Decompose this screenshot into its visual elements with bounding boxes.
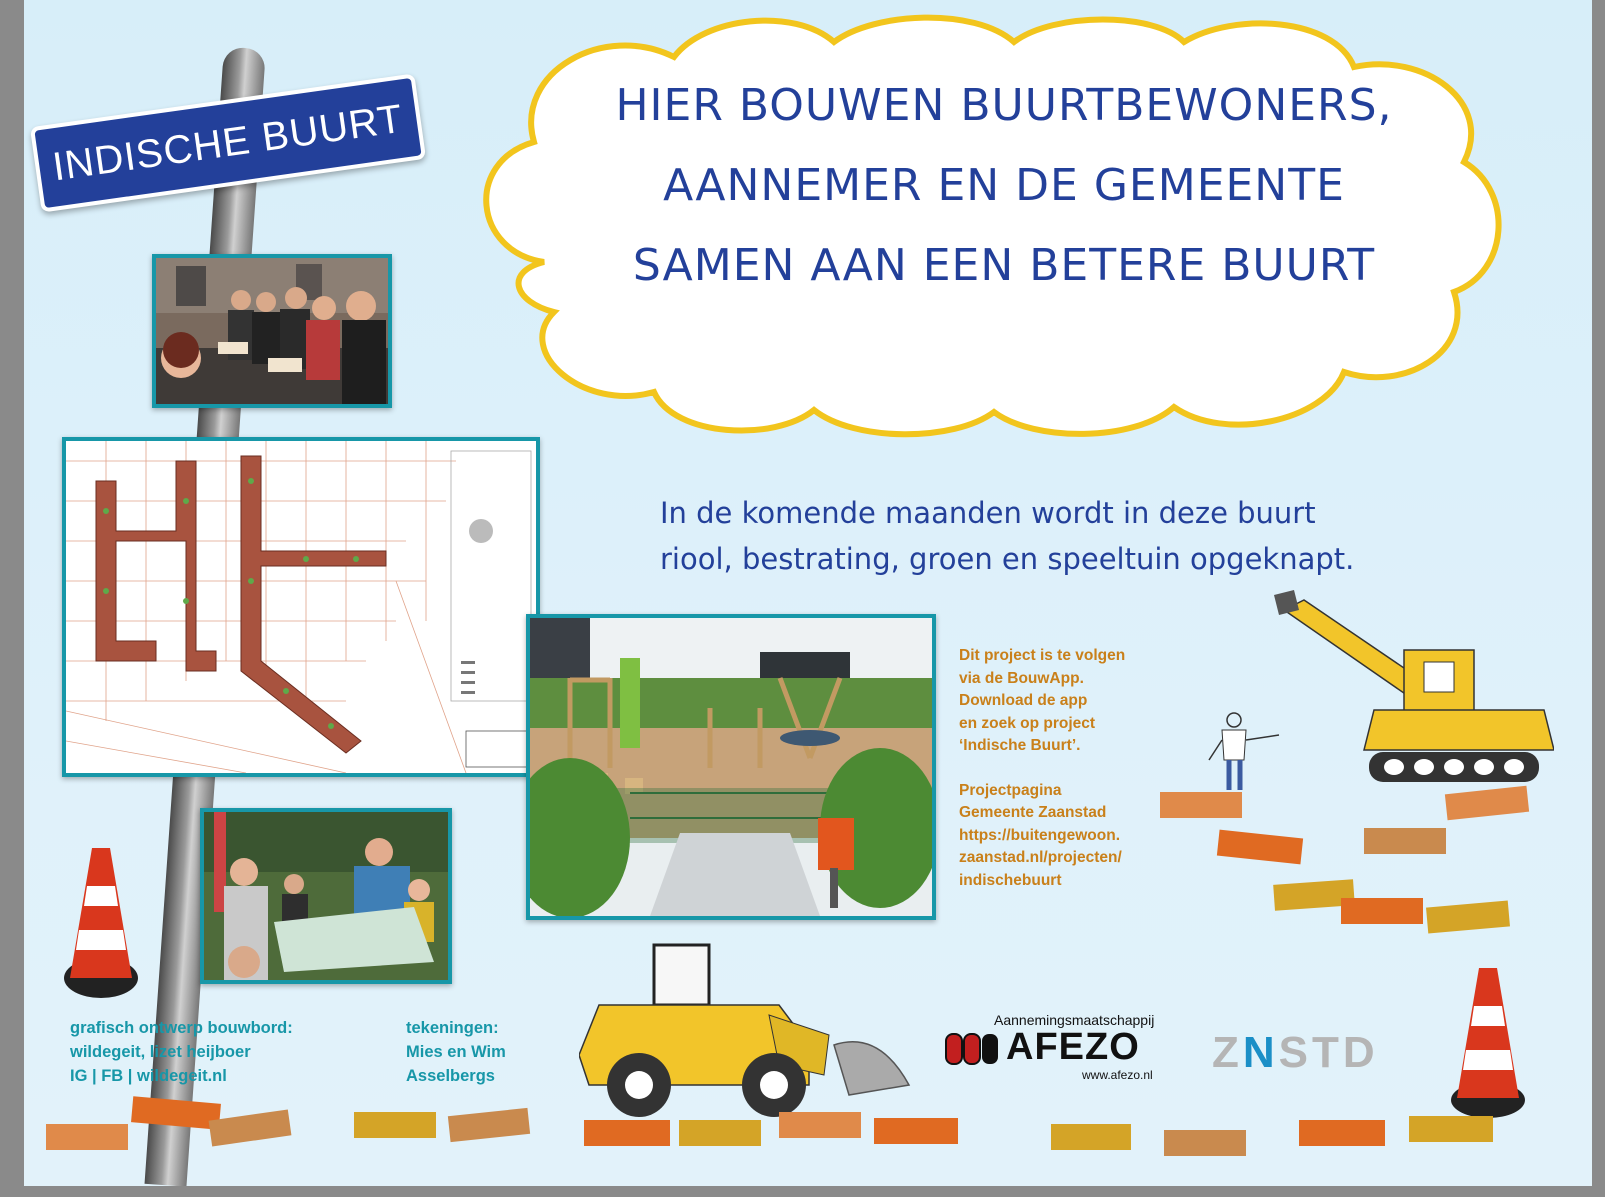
brick	[1364, 828, 1446, 854]
drawings-credit	[406, 1016, 506, 1088]
info-line: en zoek op project	[959, 714, 1096, 732]
brick	[131, 1096, 221, 1130]
info-line: via de BouwApp.	[959, 669, 1084, 687]
headline	[534, 66, 1474, 306]
project-link[interactable]: https://buitengewoon.	[959, 826, 1121, 844]
brick	[1341, 898, 1423, 924]
traffic-cone-icon	[1449, 968, 1527, 1120]
info-line: ‘Indische Buurt’.	[959, 737, 1081, 754]
design-credit	[70, 1016, 293, 1088]
drawings-credit-line: Mies en Wim	[406, 1043, 506, 1061]
headline-line-2: AANNEMER EN DE GEMEENTE	[663, 160, 1345, 211]
residents-photo-image	[156, 258, 388, 404]
headline-line-3: SAMEN AAN EEN BETERE BUURT	[632, 240, 1376, 291]
playground-render	[526, 614, 936, 920]
info-line: Download de app	[959, 692, 1088, 709]
afezo-mark-icon	[944, 1030, 1004, 1068]
workshop-photo-image	[204, 812, 448, 980]
info-spacer	[959, 758, 1169, 780]
design-credit-line: wildegeit, lizet heijboer	[70, 1043, 251, 1061]
brick	[354, 1112, 436, 1138]
intro-line-1: In de komende maanden wordt in deze buurt	[660, 496, 1316, 530]
design-credit-line: grafisch ontwerp bouwbord:	[70, 1019, 293, 1037]
project-link[interactable]: indischebuurt	[959, 871, 1062, 889]
brick	[1409, 1116, 1493, 1142]
construction-board	[24, 0, 1592, 1186]
brick	[1426, 900, 1510, 933]
drawings-credit-line: Asselbergs	[406, 1067, 495, 1085]
afezo-tagline: Aannemingsmaatschappij	[994, 1012, 1155, 1028]
afezo-name: AFEZO	[1006, 1026, 1140, 1068]
headline-line-1: HIER BOUWEN BUURTBEWONERS,	[615, 80, 1393, 131]
zaanstad-logo-rest: STD	[1278, 1028, 1379, 1077]
brick	[584, 1120, 670, 1146]
brick	[779, 1112, 861, 1138]
project-info	[959, 645, 1169, 892]
street-plan-map	[62, 437, 540, 777]
info-line: Dit project is te volgen	[959, 647, 1126, 664]
brick	[448, 1108, 530, 1142]
brick	[1164, 1130, 1246, 1156]
playground-render-image	[530, 618, 932, 916]
design-credit-line: IG | FB | wildegeit.nl	[70, 1067, 227, 1085]
residents-photo	[152, 254, 392, 408]
zaanstad-logo-n: N	[1242, 1028, 1279, 1077]
info-line: Gemeente Zaanstad	[959, 804, 1107, 821]
street-sign-label: INDISCHE BUURT	[49, 96, 406, 189]
project-link[interactable]: zaanstad.nl/projecten/	[959, 849, 1122, 866]
brick	[874, 1118, 958, 1144]
afezo-logo	[944, 1012, 1204, 1082]
workshop-photo	[200, 808, 452, 984]
zaanstad-logo	[1212, 1028, 1379, 1078]
loader-drawing	[579, 935, 919, 1125]
info-line: Projectpagina	[959, 781, 1062, 799]
brick	[209, 1110, 292, 1147]
intro-line-2: riool, bestrating, groen en speeltuin opgeknapt.	[660, 542, 1355, 576]
brick	[1051, 1124, 1131, 1150]
brick	[1160, 792, 1242, 818]
intro-text	[660, 490, 1490, 582]
crane-drawing	[1174, 590, 1554, 800]
brick	[679, 1120, 761, 1146]
zaanstad-logo-z: Z	[1212, 1028, 1243, 1077]
afezo-url: www.afezo.nl	[1082, 1068, 1153, 1082]
brick	[1217, 830, 1303, 865]
street-plan-drawing	[66, 441, 536, 773]
drawings-credit-line: tekeningen:	[406, 1019, 499, 1037]
traffic-cone-icon	[62, 848, 140, 1000]
brick	[1299, 1120, 1385, 1146]
brick	[46, 1124, 128, 1150]
